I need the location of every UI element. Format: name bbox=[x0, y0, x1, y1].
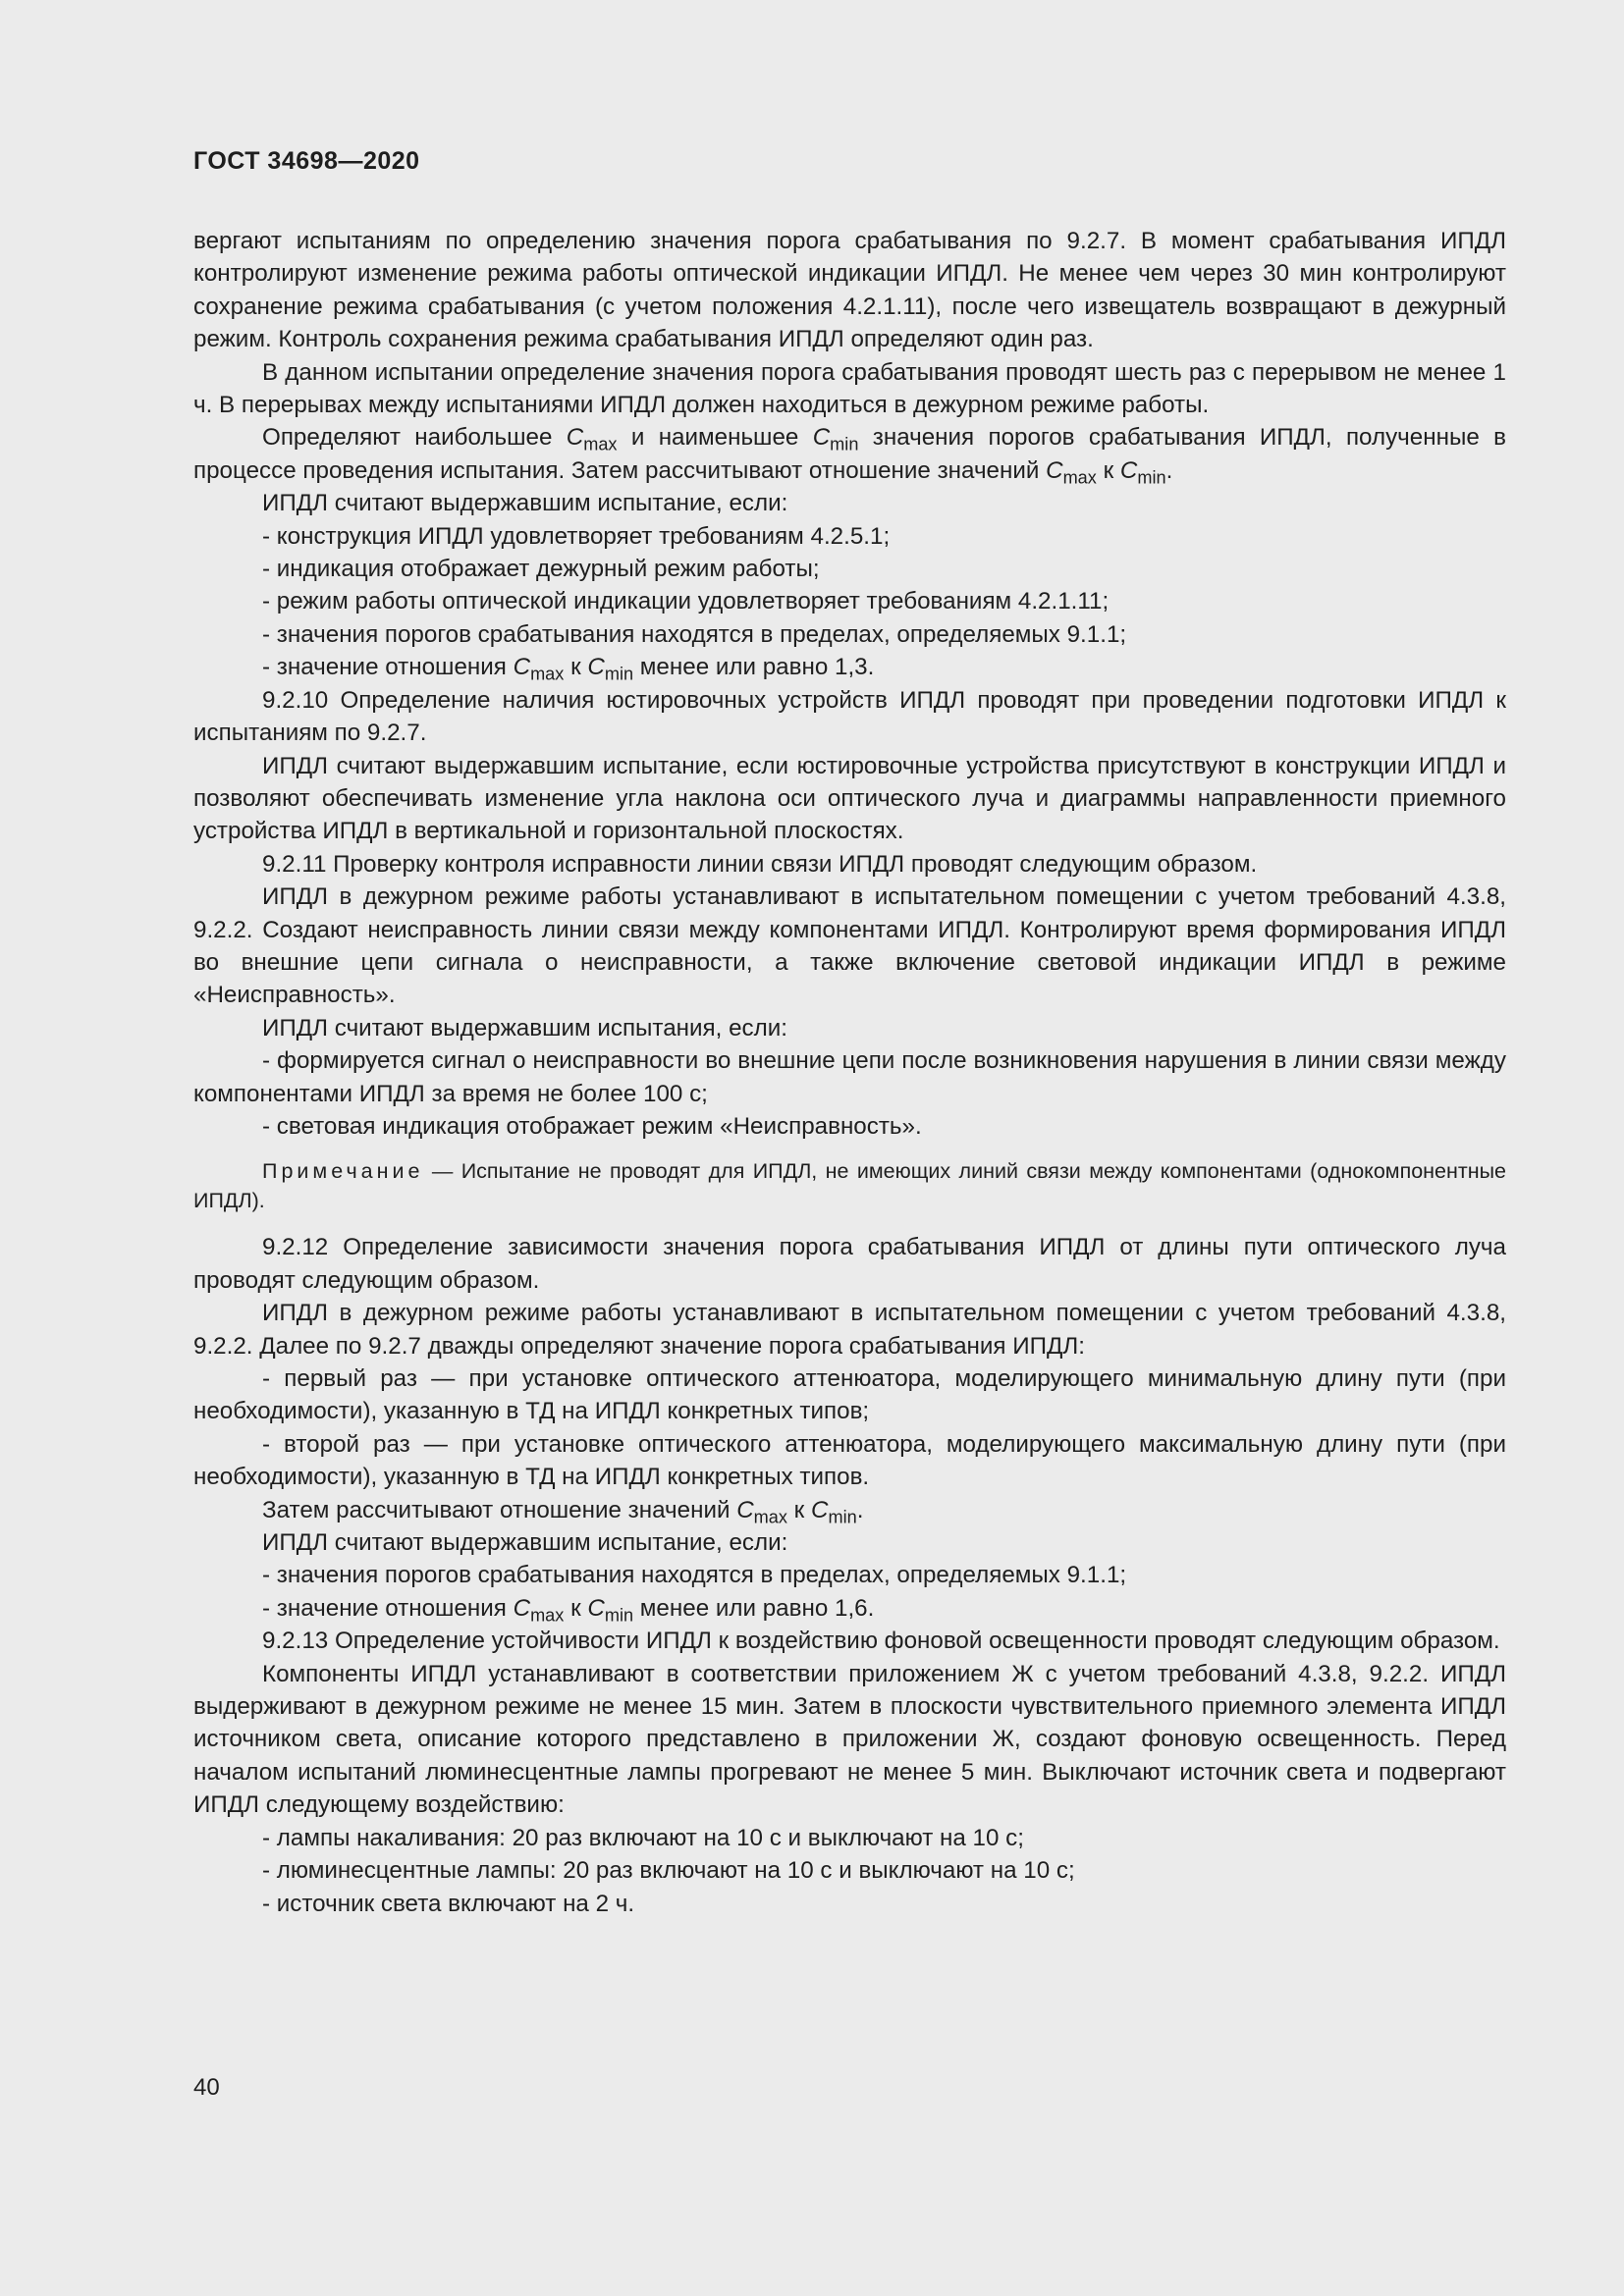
document-header: ГОСТ 34698—2020 bbox=[193, 147, 420, 175]
document-body bbox=[193, 225, 1506, 1920]
list-item: - значение отношения $С_{max}$ к $С_{min}$ менее или равно 1,6. bbox=[262, 1594, 875, 1626]
paragraph: ИПДЛ считают выдержавшим испытание, если: bbox=[262, 490, 788, 517]
paragraph: ИПДЛ в дежурном режиме работы устанавливают в испытательном помещении с учетом требований 4.3.8, 9.2.2. Далее по 9.2.7 дважды определяют значение порога срабатывания ИПДЛ: bbox=[193, 1300, 1506, 1360]
list-item: - второй раз — при установке оптического аттенюатора, моделирующего максимальную длину пути (при необходимости), указанную в ТД на ИПДЛ конкретных типов. bbox=[193, 1430, 1506, 1491]
paragraph: Затем рассчитывают отношение значений $С_{max}$ к $С_{min}$. bbox=[262, 1496, 864, 1527]
list-item: - первый раз — при установке оптического аттенюатора, моделирующего минимальную длину пути (при необходимости), указанную в ТД на ИПДЛ конкретных типов; bbox=[193, 1365, 1506, 1425]
paragraph: В данном испытании определение значения порога срабатывания проводят шесть раз с перерывом не менее 1 ч. В перерывах между испытаниями ИПДЛ должен находиться в дежурном режиме работы. bbox=[193, 358, 1506, 419]
paragraph: 9.2.10 Определение наличия юстировочных устройств ИПДЛ проводят при проведении подготовки ИПДЛ к испытаниям по 9.2.7. bbox=[193, 686, 1506, 747]
list-item: - световая индикация отображает режим «Неисправность». bbox=[262, 1112, 922, 1140]
paragraph: Определяют наибольшее $С_{max}$ и наименьшее $С_{min}$ значения порогов срабатывания ИПДЛ, полученные в процессе проведения испытания. Затем рассчитывают отношение значений $С_{max}$ к $С_{min}$. bbox=[193, 424, 1506, 488]
paragraph: ИПДЛ считают выдержавшим испытания, если: bbox=[262, 1014, 787, 1041]
paragraph: ИПДЛ в дежурном режиме работы устанавливают в испытательном помещении с учетом требований 4.3.8, 9.2.2. Создают неисправность линии связи между компонентами ИПДЛ. Контролируют время формирования ИПДЛ во внешние цепи сигнала о неисправности, а также включение световой индикации ИПДЛ в режиме «Неисправность». bbox=[193, 883, 1506, 1009]
paragraph: 9.2.13 Определение устойчивости ИПДЛ к воздействию фоновой освещенности проводят следующим образом. bbox=[262, 1628, 1500, 1655]
list-item: - режим работы оптической индикации удовлетворяет требованиям 4.2.1.11; bbox=[262, 588, 1110, 615]
list-item: - лампы накаливания: 20 раз включают на 10 с и выключают на 10 с; bbox=[262, 1824, 1024, 1851]
paragraph: ИПДЛ считают выдержавшим испытание, если юстировочные устройства присутствуют в конструкции ИПДЛ и позволяют обеспечивать изменение угла наклона оси оптического луча и диаграммы направленности приемного устройства ИПДЛ в вертикальной и горизонтальной плоскостях. bbox=[193, 752, 1506, 845]
paragraph: Компоненты ИПДЛ устанавливают в соответствии приложением Ж с учетом требований 4.3.8, 9.2.2. ИПДЛ выдерживают в дежурном режиме не менее 15 мин. Затем в плоскости чувствительного приемного элемента ИПДЛ источником света, описание которого представлено в приложении Ж, создают фоновую освещенность. Перед началом испытаний люминесцентные лампы прогревают не менее 5 мин. Выключают источник света и подвергают ИПДЛ следующему воздействию: bbox=[193, 1660, 1506, 1819]
note-paragraph: Примечание — Испытание не проводят для ИПДЛ, не имеющих линий связи между компонентами (однокомпонентные ИПДЛ). bbox=[193, 1159, 1506, 1213]
paragraph: 9.2.11 Проверку контроля исправности линии связи ИПДЛ проводят следующим образом. bbox=[262, 850, 1258, 878]
paragraph: вергают испытаниям по определению значения порога срабатывания по 9.2.7. В момент срабатывания ИПДЛ контролируют изменение режима работы оптической индикации ИПДЛ. Не менее чем через 30 мин контролируют сохранение режима срабатывания (с учетом положения 4.2.1.11), после чего извещатель возвращают в дежурный режим. Контроль сохранения режима срабатывания ИПДЛ определяют один раз. bbox=[193, 228, 1506, 353]
list-item: - индикация отображает дежурный режим работы; bbox=[262, 556, 820, 583]
list-item: - значение отношения $С_{max}$ к $С_{min}$ менее или равно 1,3. bbox=[262, 654, 875, 684]
list-item: - значения порогов срабатывания находятся в пределах, определяемых 9.1.1; bbox=[262, 620, 1127, 648]
list-item: - источник света включают на 2 ч. bbox=[262, 1890, 635, 1917]
paragraph: ИПДЛ считают выдержавшим испытание, если: bbox=[262, 1529, 788, 1557]
paragraph: 9.2.12 Определение зависимости значения порога срабатывания ИПДЛ от длины пути оптического луча проводят следующим образом. bbox=[193, 1234, 1506, 1294]
list-item: - конструкция ИПДЛ удовлетворяет требованиям 4.2.5.1; bbox=[262, 522, 891, 550]
list-item: - люминесцентные лампы: 20 раз включают на 10 с и выключают на 10 с; bbox=[262, 1857, 1075, 1885]
list-item: - значения порогов срабатывания находятся в пределах, определяемых 9.1.1; bbox=[262, 1562, 1127, 1589]
page-number: 40 bbox=[193, 2074, 220, 2101]
list-item: - формируется сигнал о неисправности во внешние цепи после возникновения нарушения в линии связи между компонентами ИПДЛ за время не более 100 с; bbox=[193, 1047, 1506, 1107]
